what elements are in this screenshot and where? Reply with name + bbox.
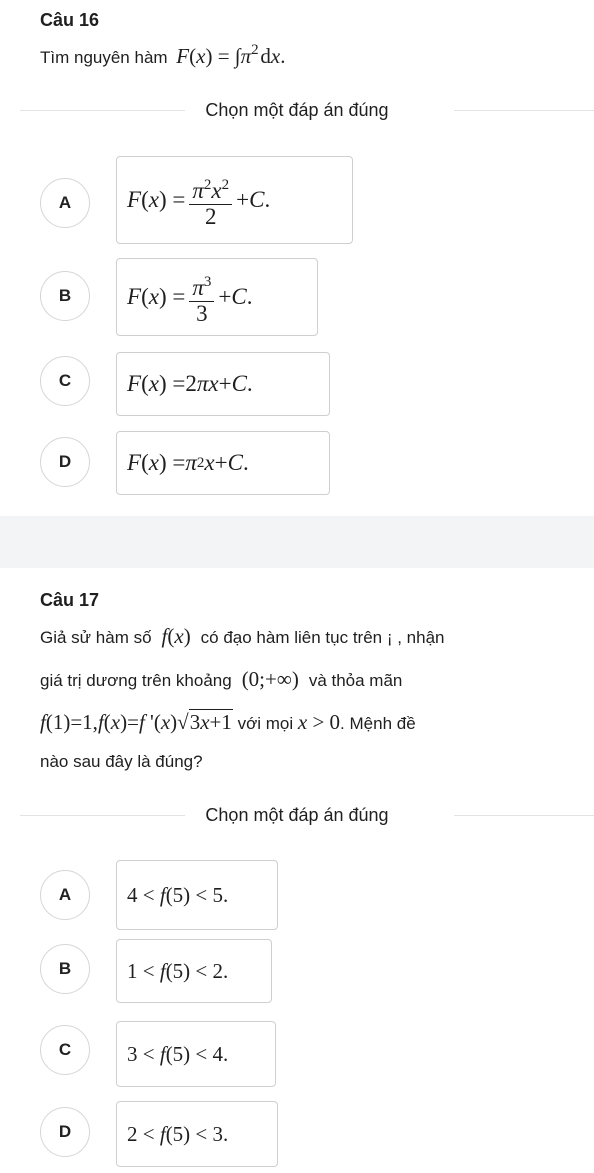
card-separator	[0, 516, 594, 568]
section-divider	[0, 805, 594, 825]
option-letter-badge[interactable]: D	[40, 437, 90, 487]
answer-box[interactable]: F ( x ) = 2 πx + C .	[116, 352, 330, 416]
text-segment: Giả sử hàm số	[40, 628, 152, 647]
math-fx: f(x)	[156, 624, 191, 648]
text-segment: và thỏa mãn	[308, 671, 403, 690]
question-card-17	[0, 568, 594, 1173]
answer-box[interactable]: 1 < f (5) < 2.	[116, 939, 272, 1003]
text-segment: giá trị dương trên khoảng	[40, 671, 232, 690]
question-line-2	[40, 669, 402, 691]
section-divider	[0, 100, 594, 120]
option-letter-badge[interactable]: C	[40, 356, 90, 406]
answer-box[interactable]: 4 < f (5) < 5.	[116, 860, 278, 930]
option-letter-badge[interactable]: B	[40, 944, 90, 994]
answer-box[interactable]: F ( x ) = $\frac{\pi^3}{3}$ + C .	[116, 258, 318, 336]
answer-box[interactable]: 3 < f (5) < 4.	[116, 1021, 276, 1087]
text-segment: có đạo hàm liên tục trên ¡ , nhận	[200, 628, 445, 647]
question-line-3	[40, 712, 416, 734]
answer-box[interactable]: F ( x ) = π 2 x + C .	[116, 431, 330, 495]
option-letter-badge[interactable]: D	[40, 1107, 90, 1157]
question-line-4: nào sau đây là đúng?	[40, 752, 203, 771]
math-interval: (0;+∞)	[241, 667, 299, 691]
answer-box[interactable]: F ( x ) = $\frac{\pi^2x^2}{2}$ + C .	[116, 156, 353, 244]
option-letter-badge[interactable]: A	[40, 178, 90, 228]
question-card-16	[0, 0, 594, 516]
section-label: Chọn một đáp án đúng	[205, 100, 389, 120]
option-letter-badge[interactable]: A	[40, 870, 90, 920]
question-title: Câu 16	[40, 10, 100, 30]
text-segment: với mọi	[237, 714, 294, 733]
prompt-text: Tìm nguyên hàm	[40, 48, 168, 67]
math-x-positive: x > 0	[297, 710, 341, 734]
section-label: Chọn một đáp án đúng	[205, 805, 389, 825]
prompt-math: $F(x) = \int\pi^2$ dx.	[176, 42, 286, 68]
question-title: Câu 17	[40, 590, 100, 610]
question-line-1	[40, 626, 444, 648]
question-prompt	[40, 40, 285, 68]
answer-box[interactable]: 2 < f (5) < 3.	[116, 1101, 278, 1167]
text-segment: . Mệnh đề	[340, 714, 416, 733]
option-letter-badge[interactable]: B	[40, 271, 90, 321]
option-letter-badge[interactable]: C	[40, 1025, 90, 1075]
math-condition: f(1)=1,f(x)=f '(x)√3x+1	[40, 710, 232, 734]
